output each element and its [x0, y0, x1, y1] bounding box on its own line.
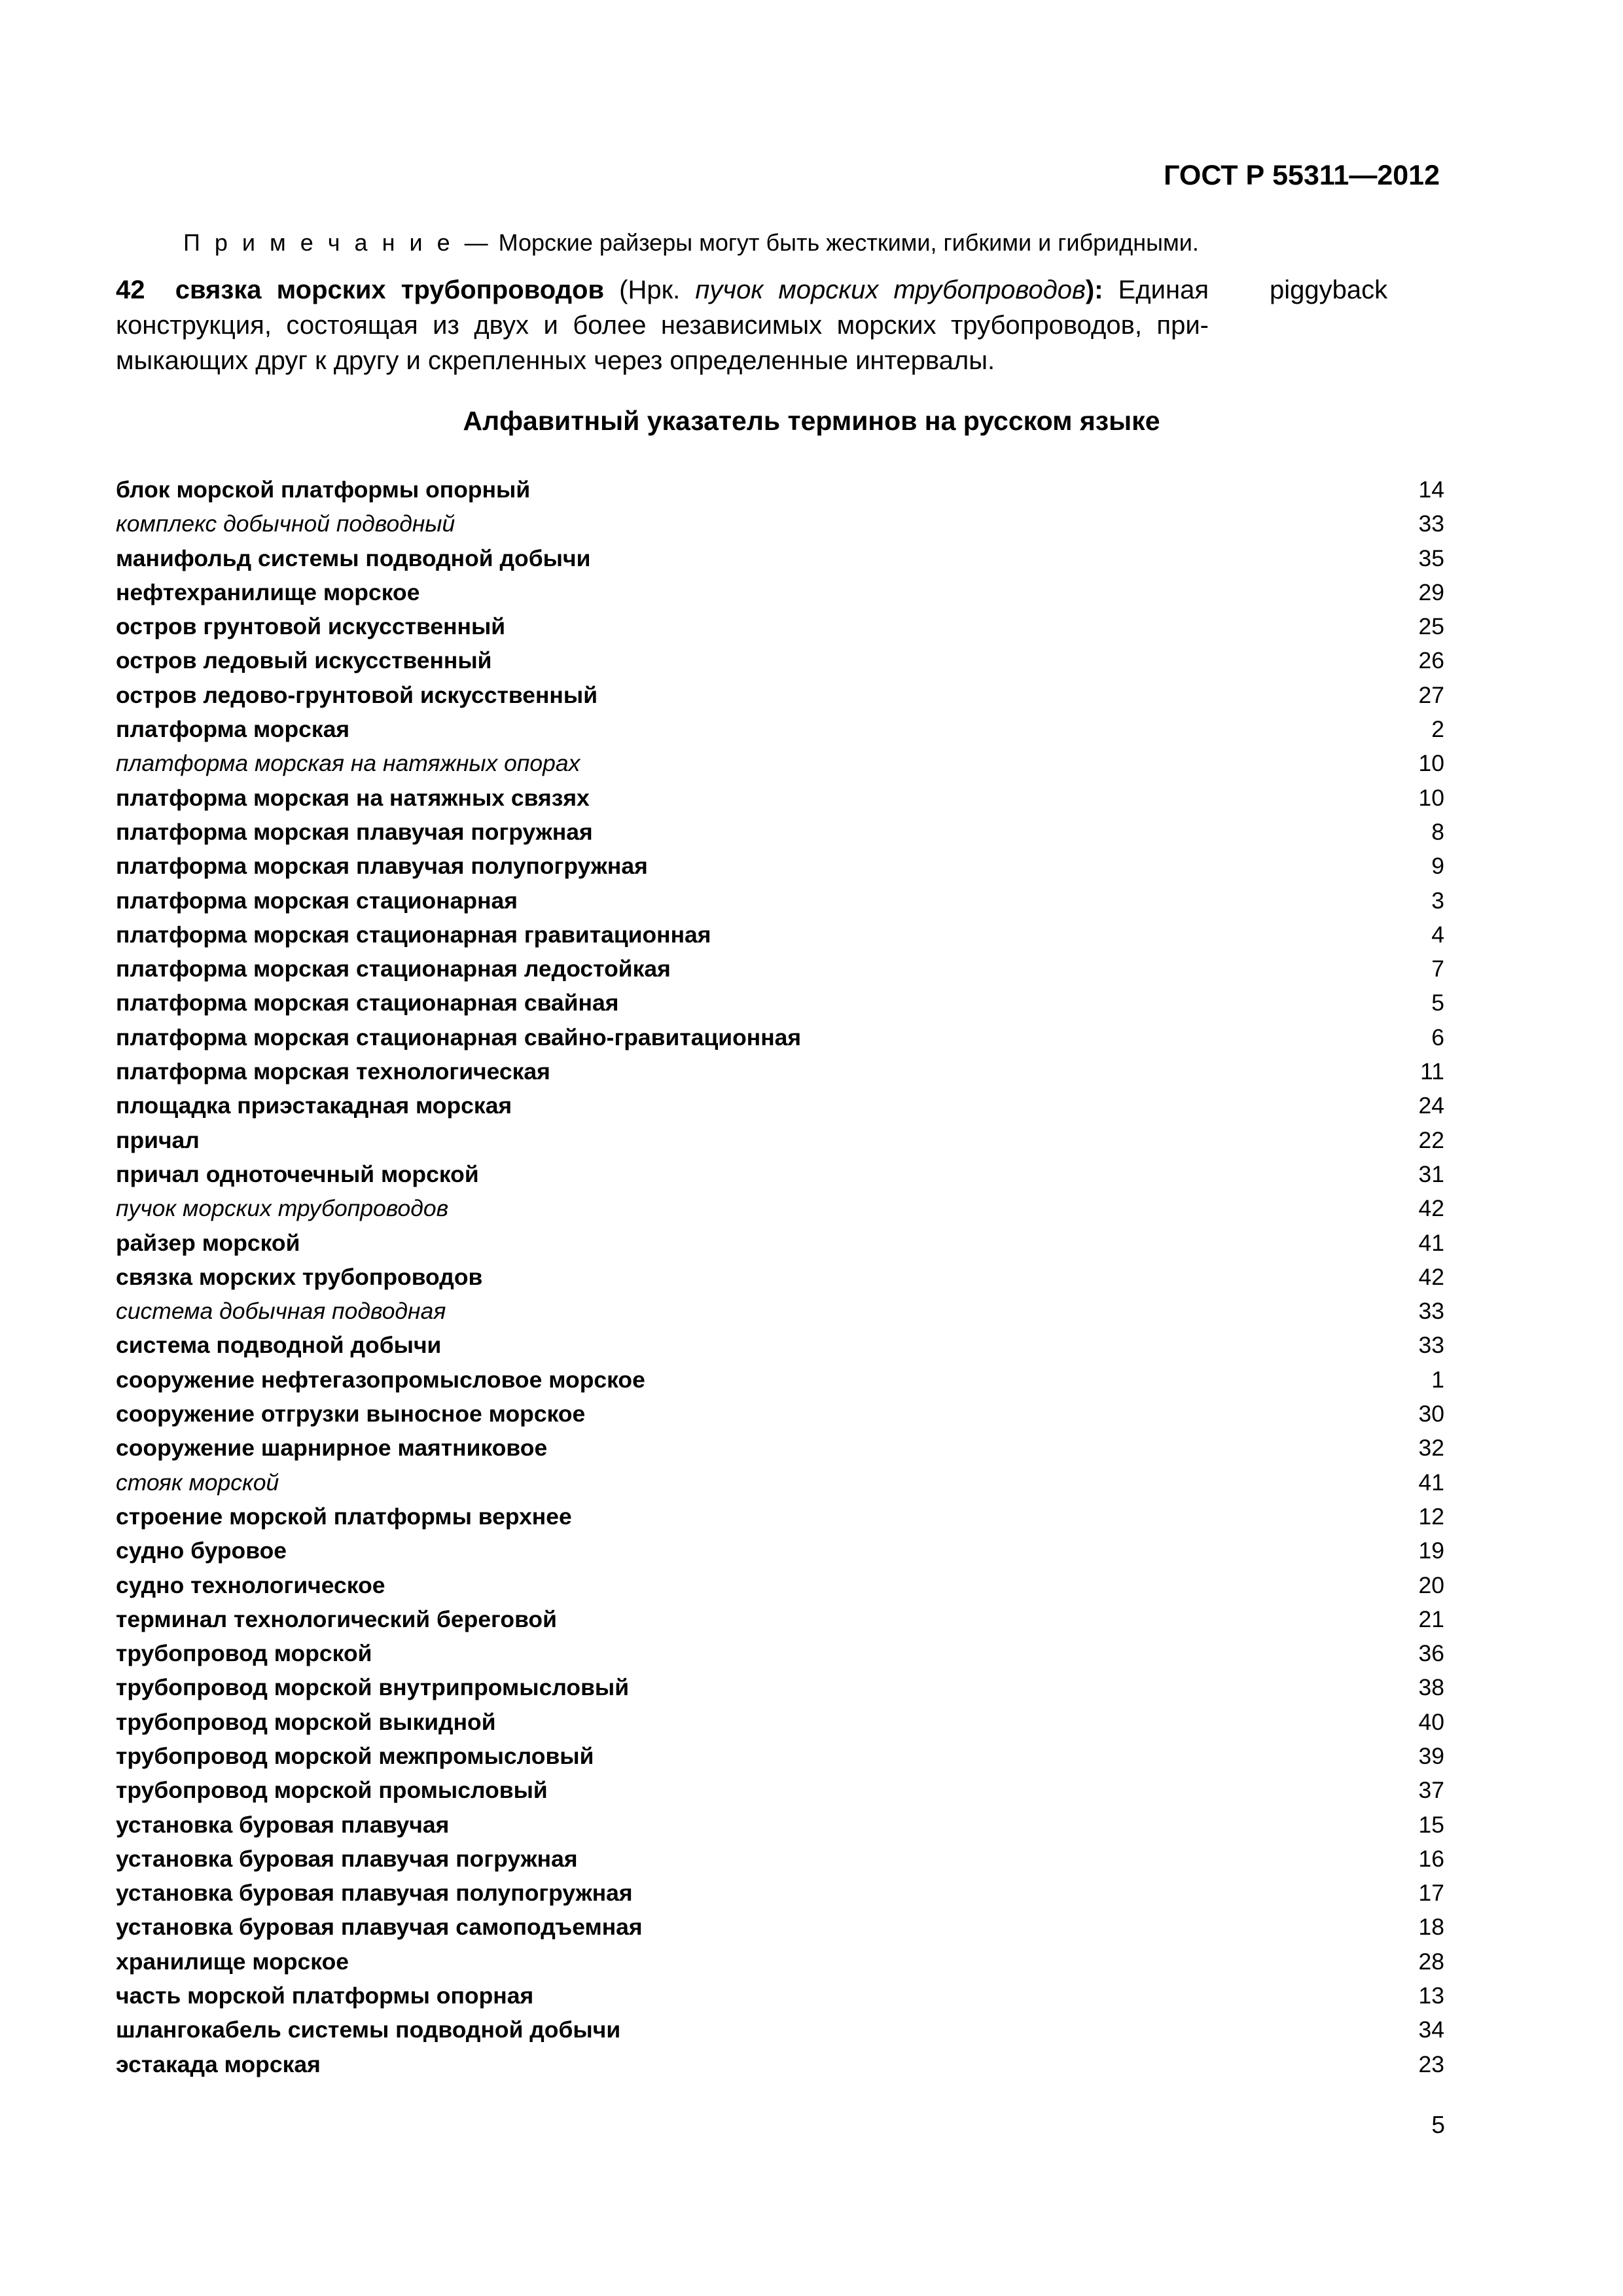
index-term: платформа морская плавучая погружная [116, 818, 593, 845]
index-term: сооружение нефтегазопромысловое морское [116, 1366, 645, 1393]
index-row [116, 918, 1444, 952]
index-entry-number: 33 [1418, 1332, 1444, 1359]
index-row [116, 1499, 1444, 1534]
index-row [116, 884, 1444, 918]
index-entry-number: 29 [1418, 579, 1444, 605]
index-entry-number: 26 [1418, 647, 1444, 674]
index-row [116, 712, 1444, 746]
index-entry-number: 42 [1418, 1263, 1444, 1290]
entry-synonym-close: ): [1085, 276, 1103, 304]
index-row [116, 952, 1444, 986]
index-row [116, 1397, 1444, 1431]
index-term: трубопровод морской внутрипромысловый [116, 1674, 630, 1701]
index-term: хранилище морское [116, 1948, 349, 1975]
index-row [116, 1636, 1444, 1670]
index-entry-number: 14 [1418, 476, 1444, 503]
index-entry-number: 16 [1418, 1845, 1444, 1872]
index-term: платформа морская стационарная свайно-гравитационная [116, 1024, 802, 1050]
index-term: строение морской платформы верхнее [116, 1503, 572, 1530]
index-title: Алфавитный указатель терминов на русском языке [463, 406, 1160, 436]
index-entry-number: 24 [1418, 1092, 1444, 1119]
index-entry-number: 38 [1418, 1674, 1444, 1701]
entry-number: 42 [116, 276, 145, 304]
index-entry-number: 10 [1418, 750, 1444, 777]
index-row [116, 781, 1444, 815]
index-row [116, 1157, 1444, 1191]
index-entry-number: 2 [1431, 716, 1444, 743]
index-row [116, 1226, 1444, 1260]
index-entry-number: 4 [1431, 921, 1444, 948]
index-term: комплекс добычной подводный [116, 511, 455, 537]
index-row [116, 1294, 1444, 1328]
index-row [116, 1910, 1444, 1944]
index-row [116, 1568, 1444, 1602]
index-entry-number: 33 [1418, 1298, 1444, 1325]
index-term: установка буровая плавучая погружная [116, 1845, 578, 1872]
index-term: платформа морская на натяжных опорах [116, 750, 580, 777]
index-entry-number: 39 [1418, 1742, 1444, 1769]
index-term: система подводной добычи [116, 1332, 442, 1359]
index-entry-number: 28 [1418, 1948, 1444, 1975]
index-entry-number: 12 [1418, 1503, 1444, 1530]
index-entry-number: 11 [1420, 1058, 1444, 1085]
index-term: площадка приэстакадная морская [116, 1092, 512, 1119]
index-term: платформа морская плавучая полупогружная [116, 853, 648, 880]
index-row [116, 507, 1444, 541]
index-term: трубопровод морской межпромысловый [116, 1742, 594, 1769]
index-term: манифольд системы подводной добычи [116, 545, 591, 571]
index-term: платформа морская стационарная гравитационная [116, 921, 711, 948]
index-entry-number: 13 [1418, 1982, 1444, 2009]
index-term: остров ледовый искусственный [116, 647, 492, 674]
index-term: установка буровая плавучая [116, 1811, 450, 1838]
index-entry-number: 7 [1431, 956, 1444, 982]
index-row [116, 1705, 1444, 1739]
index-entry-number: 34 [1418, 2017, 1444, 2043]
index-term: райзер морской [116, 1229, 300, 1256]
index-entry-number: 32 [1418, 1435, 1444, 1462]
index-entry-number: 42 [1418, 1195, 1444, 1222]
index-term: причал одноточечный морской [116, 1160, 479, 1187]
index-term: судно технологическое [116, 1571, 385, 1598]
index-term: платформа морская стационарная [116, 887, 518, 914]
index-row [116, 1670, 1444, 1704]
index-row [116, 1363, 1444, 1397]
index-row [116, 1773, 1444, 1807]
index-term: платформа морская технологическая [116, 1058, 550, 1085]
index-term: терминал технологический береговой [116, 1605, 557, 1632]
index-term: трубопровод морской промысловый [116, 1777, 548, 1804]
index-term: связка морских трубопроводов [116, 1263, 483, 1290]
index-row [116, 1979, 1444, 2013]
index-term: платформа морская стационарная свайная [116, 990, 619, 1016]
index-row [116, 849, 1444, 883]
index-entry-number: 33 [1418, 511, 1444, 537]
entry-term: связка морских трубопроводов [175, 276, 605, 304]
index-term: платформа морская стационарная ледостойкая [116, 956, 671, 982]
index-term: платформа морская на натяжных связях [116, 784, 590, 811]
index-entry-number: 23 [1418, 2051, 1444, 2077]
index-entry-number: 31 [1418, 1160, 1444, 1187]
note-text: Морские райзеры могут быть жесткими, гибкими и гибридными. [491, 229, 1199, 256]
index-row [116, 746, 1444, 780]
index-row [116, 1020, 1444, 1054]
index-row [116, 541, 1444, 575]
index-term: установка буровая плавучая самоподъемная [116, 1914, 643, 1941]
note-label: П р и м е ч а н и е — [183, 229, 492, 256]
index-entry-number: 15 [1418, 1811, 1444, 1838]
index-row [116, 986, 1444, 1020]
index-row [116, 1088, 1444, 1122]
index-row [116, 1842, 1444, 1876]
index-row [116, 1431, 1444, 1465]
index-term: пучок морских трубопроводов [116, 1195, 449, 1222]
index-entry-number: 36 [1418, 1640, 1444, 1667]
index-row [116, 1328, 1444, 1362]
index-entry-number: 20 [1418, 1571, 1444, 1598]
index-term: эстакада морская [116, 2051, 321, 2077]
index-entry-number: 18 [1418, 1914, 1444, 1941]
index-term: остров ледово-грунтовой искусственный [116, 681, 598, 708]
index-term: установка буровая плавучая полупогружная [116, 1880, 633, 1907]
index-term: платформа морская [116, 716, 350, 743]
alphabetical-index [116, 473, 1444, 2081]
index-entry-number: 27 [1418, 681, 1444, 708]
index-row [116, 1260, 1444, 1294]
index-entry-number: 8 [1431, 818, 1444, 845]
index-entry-number: 3 [1431, 887, 1444, 914]
index-row [116, 1465, 1444, 1499]
index-entry-number: 21 [1418, 1605, 1444, 1632]
index-entry-number: 30 [1418, 1401, 1444, 1427]
index-entry-number: 37 [1418, 1777, 1444, 1804]
index-term: трубопровод морской выкидной [116, 1708, 496, 1735]
index-entry-number: 35 [1418, 545, 1444, 571]
index-row [116, 1739, 1444, 1773]
document-header: ГОСТ Р 55311—2012 [1164, 160, 1440, 191]
index-entry-number: 25 [1418, 613, 1444, 640]
index-row [116, 1808, 1444, 1842]
index-term: сооружение отгрузки выносное морское [116, 1401, 586, 1427]
index-entry-number: 6 [1431, 1024, 1444, 1050]
index-row [116, 2013, 1444, 2047]
index-entry-number: 1 [1431, 1366, 1444, 1393]
index-term: трубопровод морской [116, 1640, 372, 1667]
index-row [116, 473, 1444, 507]
index-row [116, 1945, 1444, 1979]
term-entry-42 [116, 272, 1209, 378]
index-entry-number: 41 [1418, 1469, 1444, 1496]
index-entry-number: 9 [1431, 853, 1444, 880]
index-entry-number: 5 [1431, 990, 1444, 1016]
index-term: блок морской платформы опорный [116, 476, 531, 503]
index-term: стояк морской [116, 1469, 279, 1496]
index-entry-number: 41 [1418, 1229, 1444, 1256]
index-row [116, 1191, 1444, 1225]
index-term: шлангокабель системы подводной добычи [116, 2017, 621, 2043]
index-row [116, 678, 1444, 712]
index-term: часть морской платформы опорная [116, 1982, 534, 2009]
index-row [116, 815, 1444, 849]
index-row [116, 1123, 1444, 1157]
index-term: причал [116, 1126, 200, 1153]
index-row [116, 2047, 1444, 2081]
index-entry-number: 22 [1418, 1126, 1444, 1153]
index-row [116, 1602, 1444, 1636]
index-term: нефтехранилище морское [116, 579, 420, 605]
entry-definition: Единая конструкция, состоящая из двух и более независимых морских трубопроводов, примыкающих друг к другу и скрепленных через определенные интервалы. [116, 276, 1209, 375]
index-entry-number: 17 [1418, 1880, 1444, 1907]
index-entry-number: 19 [1418, 1537, 1444, 1564]
index-term: сооружение шарнирное маятниковое [116, 1435, 548, 1462]
index-row [116, 1054, 1444, 1088]
entry-synonym-open: (Нрк. [604, 276, 696, 304]
page-number: 5 [1431, 2111, 1445, 2138]
index-row [116, 575, 1444, 609]
index-row [116, 1876, 1444, 1910]
index-term: система добычная подводная [116, 1298, 446, 1325]
index-row [116, 1534, 1444, 1568]
index-row [116, 609, 1444, 643]
entry-synonym: пучок морских трубопроводов [695, 276, 1086, 304]
index-term: судно буровое [116, 1537, 287, 1564]
index-term: остров грунтовой искусственный [116, 613, 506, 640]
note [183, 229, 1199, 257]
index-entry-number: 40 [1418, 1708, 1444, 1735]
english-equivalent: piggyback [1270, 276, 1388, 304]
index-entry-number: 10 [1418, 784, 1444, 811]
index-row [116, 643, 1444, 677]
